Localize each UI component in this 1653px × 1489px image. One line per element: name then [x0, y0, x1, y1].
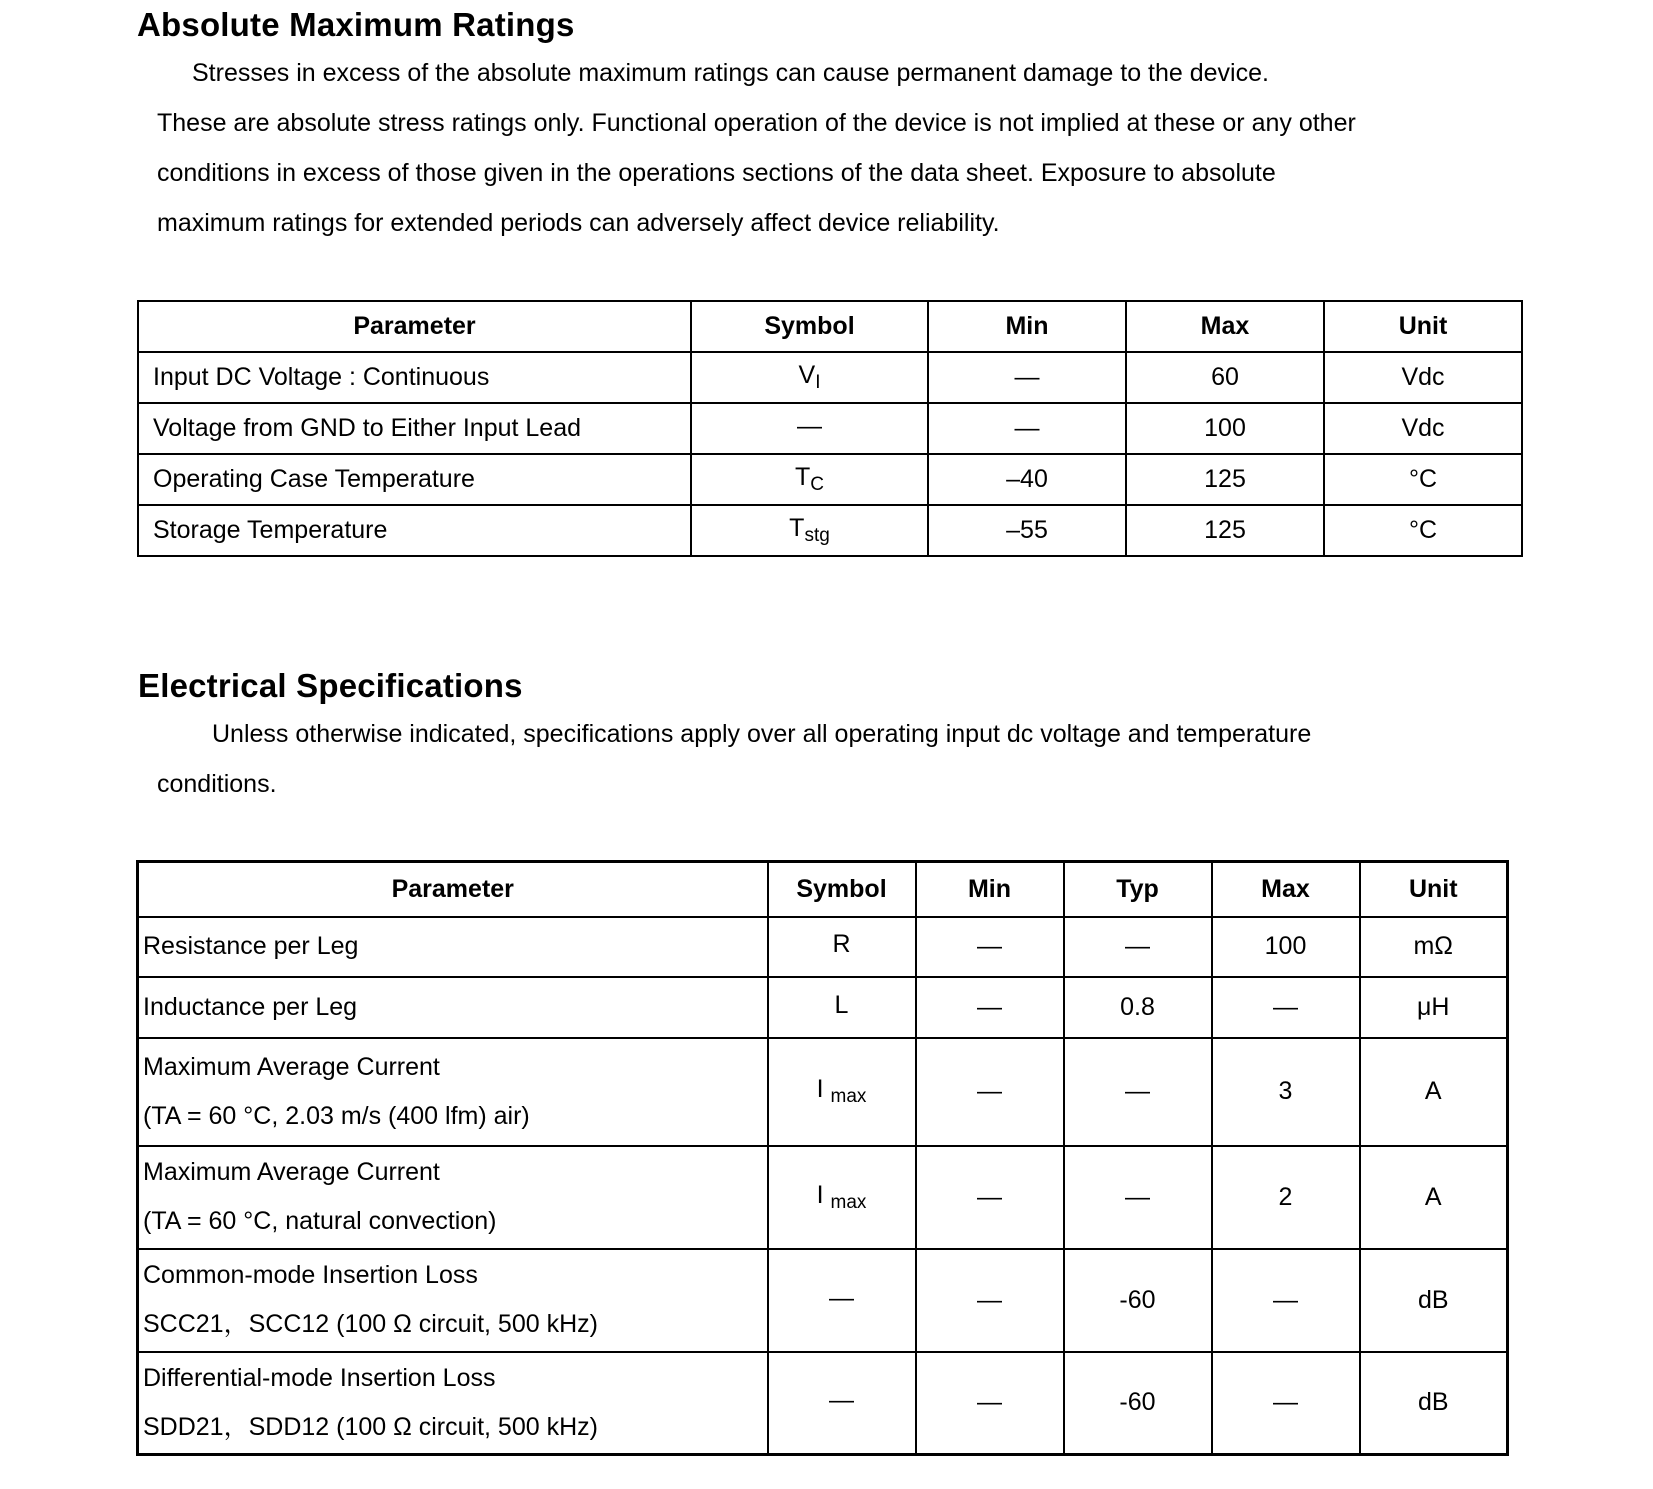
- column-header-symbol: Symbol: [768, 862, 916, 917]
- column-header-unit: Unit: [1360, 862, 1508, 917]
- typ-cell: —: [1064, 1146, 1212, 1249]
- unit-cell: mΩ: [1360, 917, 1508, 977]
- parameter-line: Inductance per Leg: [143, 992, 358, 1021]
- table-row: [138, 1352, 1508, 1455]
- max-cell: 125: [1126, 454, 1324, 505]
- symbol-cell: [768, 1352, 916, 1455]
- table-header-row: [138, 301, 1522, 352]
- parameter-line: Resistance per Leg: [143, 932, 359, 960]
- symbol-cell: [691, 352, 928, 403]
- symbol-text: I: [816, 1075, 824, 1103]
- symbol-cell: [691, 505, 928, 556]
- electrical-intro-line: conditions.: [157, 770, 277, 798]
- max-cell: 3: [1212, 1038, 1360, 1146]
- table-row: [138, 1146, 1508, 1249]
- symbol-text: —: [797, 412, 822, 440]
- column-header-min: Min: [916, 862, 1064, 917]
- parameter-line: (TA = 60 °C, 2.03 m/s (400 lfm) air): [143, 1101, 530, 1130]
- min-cell: —: [928, 352, 1126, 403]
- abs-max-table: [137, 300, 1523, 557]
- typ-cell: 0.8: [1064, 977, 1212, 1038]
- max-cell: 125: [1126, 505, 1324, 556]
- min-cell: —: [916, 1038, 1064, 1146]
- unit-cell: °C: [1324, 505, 1522, 556]
- parameter-line: SDD21，SDD12 (100 Ω circuit, 500 kHz): [143, 1412, 598, 1441]
- symbol-cell: [768, 1249, 916, 1352]
- typ-cell: -60: [1064, 1352, 1212, 1455]
- symbol-subscript: max: [830, 1191, 867, 1213]
- symbol-cell: [691, 403, 928, 454]
- max-cell: —: [1212, 1249, 1360, 1352]
- column-header-parameter: Parameter: [138, 862, 768, 917]
- unit-cell: μH: [1360, 977, 1508, 1038]
- max-cell: 60: [1126, 352, 1324, 403]
- symbol-subscript: C: [810, 474, 824, 495]
- unit-cell: dB: [1360, 1249, 1508, 1352]
- symbol-cell: [768, 917, 916, 977]
- parameter-line: SCC21，SCC12 (100 Ω circuit, 500 kHz): [143, 1310, 598, 1338]
- parameter-cell: Voltage from GND to Either Input Lead: [138, 403, 691, 454]
- max-cell: —: [1212, 1352, 1360, 1455]
- min-cell: —: [928, 403, 1126, 454]
- parameter-cell: Input DC Voltage : Continuous: [138, 352, 691, 403]
- symbol-cell: [691, 454, 928, 505]
- symbol-text: —: [829, 1386, 854, 1415]
- unit-cell: A: [1360, 1038, 1508, 1146]
- typ-cell: -60: [1064, 1249, 1212, 1352]
- parameter-cell: [138, 977, 768, 1038]
- symbol-text: L: [834, 990, 849, 1019]
- unit-cell: Vdc: [1324, 352, 1522, 403]
- min-cell: –55: [928, 505, 1126, 556]
- parameter-cell: [138, 1352, 768, 1455]
- abs-max-title: Absolute Maximum Ratings: [137, 6, 575, 43]
- electrical-title: Electrical Specifications: [138, 667, 523, 704]
- table-row: [138, 1249, 1508, 1352]
- max-cell: 2: [1212, 1146, 1360, 1249]
- unit-cell: Vdc: [1324, 403, 1522, 454]
- max-cell: 100: [1126, 403, 1324, 454]
- unit-cell: A: [1360, 1146, 1508, 1249]
- table-row: [138, 352, 1522, 403]
- column-header-max: Max: [1126, 301, 1324, 352]
- table-header-row: [138, 862, 1508, 917]
- symbol-text: T: [789, 514, 805, 542]
- table-row: [138, 1038, 1508, 1146]
- table-row: [138, 977, 1508, 1038]
- parameter-line: (TA = 60 °C, natural convection): [143, 1207, 497, 1235]
- symbol-subscript: max: [830, 1086, 867, 1107]
- typ-cell: —: [1064, 917, 1212, 977]
- table-row: [138, 454, 1522, 505]
- min-cell: —: [916, 1352, 1064, 1455]
- unit-cell: °C: [1324, 454, 1522, 505]
- parameter-line: Maximum Average Current: [143, 1052, 440, 1081]
- column-header-parameter: Parameter: [138, 301, 691, 352]
- abs-max-intro-line: conditions in excess of those given in the operations sections of the data sheet. Exposure to absolute: [157, 159, 1276, 187]
- parameter-cell: Operating Case Temperature: [138, 454, 691, 505]
- symbol-subscript: I: [815, 372, 821, 393]
- unit-cell: dB: [1360, 1352, 1508, 1455]
- symbol-cell: [768, 1038, 916, 1146]
- parameter-cell: [138, 917, 768, 977]
- max-cell: —: [1212, 977, 1360, 1038]
- parameter-line: Differential-mode Insertion Loss: [143, 1363, 496, 1392]
- max-cell: 100: [1212, 917, 1360, 977]
- symbol-text: T: [794, 463, 811, 491]
- abs-max-intro-line: These are absolute stress ratings only. Functional operation of the device is not implied at these or any other: [157, 109, 1356, 137]
- table-row: [138, 505, 1522, 556]
- column-header-max: Max: [1212, 862, 1360, 917]
- column-header-symbol: Symbol: [691, 301, 928, 352]
- symbol-text: I: [816, 1180, 824, 1209]
- parameter-cell: [138, 1146, 768, 1249]
- typ-cell: —: [1064, 1038, 1212, 1146]
- min-cell: —: [916, 977, 1064, 1038]
- abs-max-intro-line: maximum ratings for extended periods can adversely affect device reliability.: [157, 209, 1000, 237]
- parameter-cell: [138, 1249, 768, 1352]
- symbol-text: V: [798, 361, 816, 389]
- parameter-line: Maximum Average Current: [143, 1158, 440, 1186]
- electrical-table: [136, 860, 1509, 1456]
- symbol-cell: [768, 977, 916, 1038]
- parameter-cell: Storage Temperature: [138, 505, 691, 556]
- table-row: [138, 917, 1508, 977]
- min-cell: —: [916, 917, 1064, 977]
- parameter-cell: [138, 1038, 768, 1146]
- symbol-text: R: [832, 930, 851, 958]
- symbol-subscript: stg: [804, 525, 830, 546]
- table-row: [138, 403, 1522, 454]
- column-header-typ: Typ: [1064, 862, 1212, 917]
- min-cell: —: [916, 1249, 1064, 1352]
- column-header-min: Min: [928, 301, 1126, 352]
- electrical-intro-line: Unless otherwise indicated, specifications apply over all operating input dc voltage and temperature: [212, 720, 1312, 748]
- column-header-unit: Unit: [1324, 301, 1522, 352]
- parameter-line: Common-mode Insertion Loss: [143, 1261, 478, 1289]
- symbol-text: —: [829, 1283, 854, 1312]
- min-cell: –40: [928, 454, 1126, 505]
- min-cell: —: [916, 1146, 1064, 1249]
- abs-max-intro-line: Stresses in excess of the absolute maximum ratings can cause permanent damage to the device.: [192, 59, 1269, 87]
- symbol-cell: [768, 1146, 916, 1249]
